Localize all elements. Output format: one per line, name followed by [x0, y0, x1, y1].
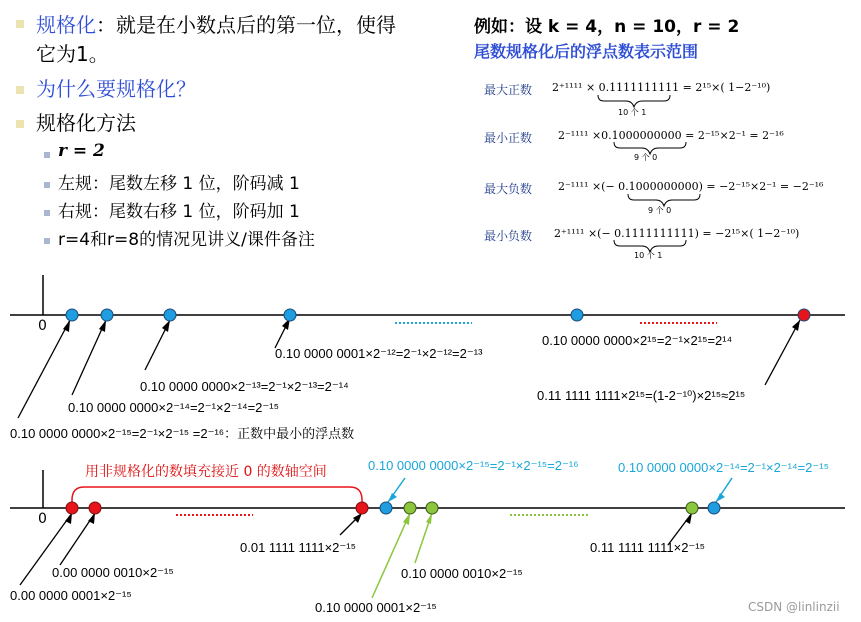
dot	[571, 309, 583, 321]
dot	[101, 309, 113, 321]
brace	[614, 142, 686, 154]
sub4: r=4和r=8的情况见讲义/课件备注	[58, 230, 315, 250]
axis2-label: 0.00 0000 0001×2⁻¹⁵	[10, 588, 132, 603]
dot	[89, 502, 101, 514]
axis1-label: 0.10 0000 0000×2⁻¹⁵=2⁻¹×2⁻¹⁵ =2⁻¹⁶：正数中最小的浮点数	[10, 426, 355, 441]
row-under: 9 个 0	[648, 206, 672, 215]
dot	[404, 502, 416, 514]
arrowhead	[388, 493, 397, 502]
sub3: 右规：尾数右移 1 位，阶码加 1	[58, 202, 300, 222]
arrowhead	[65, 513, 72, 524]
row-expr: 2⁺¹¹¹¹ × 0.1111111111 = 2¹⁵×( 1−2⁻¹⁰)	[552, 81, 771, 94]
axis2-label: 0.01 1111 1111×2⁻¹⁵	[240, 540, 356, 555]
dot	[380, 502, 392, 514]
arrowhead	[403, 513, 410, 525]
watermark: CSDN @linlinzii	[748, 600, 840, 614]
axis2-label-cyan: 0.10 0000 0000×2⁻¹⁵=2⁻¹×2⁻¹⁵=2⁻¹⁶	[368, 458, 579, 473]
item1-term: 规格化	[36, 13, 96, 37]
axis1-label: 0.10 0000 0000×2⁻¹⁴=2⁻¹×2⁻¹⁴=2⁻¹⁵	[68, 400, 279, 415]
arrowhead	[792, 320, 800, 331]
axis2-label: 0.00 0000 0010×2⁻¹⁵	[52, 565, 174, 580]
item3: 规格化方法	[36, 111, 136, 135]
arrowhead	[162, 320, 170, 332]
row-under: 10 个 1	[618, 108, 647, 117]
arrowhead	[426, 513, 432, 524]
arrowhead	[99, 320, 106, 332]
arrow	[18, 320, 70, 418]
row-under: 10 个 1	[634, 251, 663, 260]
dot	[686, 502, 698, 514]
arrow	[72, 320, 106, 395]
axis2-zero: 0	[38, 511, 47, 527]
item1-line2: 它为1。	[36, 42, 109, 66]
axis2-label: 0.10 0000 0010×2⁻¹⁵	[401, 566, 523, 581]
row-expr: 2⁻¹¹¹¹ ×(− 0.1000000000) = −2⁻¹⁵×2⁻¹ = −2⁻¹⁶	[558, 180, 824, 193]
sub1: r = 2	[58, 141, 105, 161]
axis1-label: 0.10 0000 0000×2⁻¹³=2⁻¹×2⁻¹³=2⁻¹⁴	[140, 379, 349, 394]
arrow	[765, 320, 800, 385]
row-expr: 2⁻¹¹¹¹ ×0.1000000000 = 2⁻¹⁵×2⁻¹ = 2⁻¹⁶	[558, 129, 784, 142]
dot	[356, 502, 368, 514]
dot	[284, 309, 296, 321]
example-line2: 尾数规格化后的浮点数表示范围	[474, 42, 699, 61]
item1-rest: ：就是在小数点后的第一位，使得	[96, 13, 396, 37]
dot	[426, 502, 438, 514]
item2: 为什么要规格化？	[36, 77, 196, 101]
axis2-label-cyan: 0.10 0000 0000×2⁻¹⁴=2⁻¹×2⁻¹⁴=2⁻¹⁵	[618, 460, 829, 475]
red-bracket	[72, 487, 362, 508]
row-label: 最大正数	[484, 83, 533, 97]
axis1-label: 0.10 0000 0000×2¹⁵=2⁻¹×2¹⁵=2¹⁴	[542, 333, 733, 348]
dot	[66, 502, 78, 514]
axis1-label: 0.11 1111 1111×2¹⁵=(1-2⁻¹⁰)×2¹⁵≈2¹⁵	[537, 388, 746, 403]
brace	[628, 194, 700, 206]
sub2: 左规：尾数左移 1 位，阶码减 1	[58, 174, 300, 194]
dot	[708, 502, 720, 514]
dot	[798, 309, 810, 321]
row-under: 9 个 0	[634, 153, 658, 162]
example-line1: 例如：设 k = 4，n = 10，r = 2	[474, 17, 740, 37]
axis2-label: 0.10 0000 0001×2⁻¹⁵	[315, 600, 437, 615]
axis1-zero: 0	[38, 318, 47, 334]
row-expr: 2⁺¹¹¹¹ ×(− 0.1111111111) = −2¹⁵×( 1−2⁻¹⁰)	[554, 227, 800, 240]
dot	[164, 309, 176, 321]
arrowhead	[716, 493, 725, 502]
dot	[66, 309, 78, 321]
row-label: 最小正数	[484, 131, 533, 145]
axis1-label: 0.10 0000 0001×2⁻¹²=2⁻¹×2⁻¹²=2⁻¹³	[275, 346, 483, 361]
row-label: 最小负数	[484, 229, 533, 243]
red-note: 用非规格化的数填充接近 0 的数轴空间	[85, 464, 327, 480]
brace	[598, 95, 670, 107]
brace	[614, 240, 686, 252]
row-label: 最大负数	[484, 182, 533, 196]
axis2-label: 0.11 1111 1111×2⁻¹⁵	[590, 540, 706, 555]
arrow	[372, 513, 410, 598]
arrowhead	[685, 513, 692, 524]
